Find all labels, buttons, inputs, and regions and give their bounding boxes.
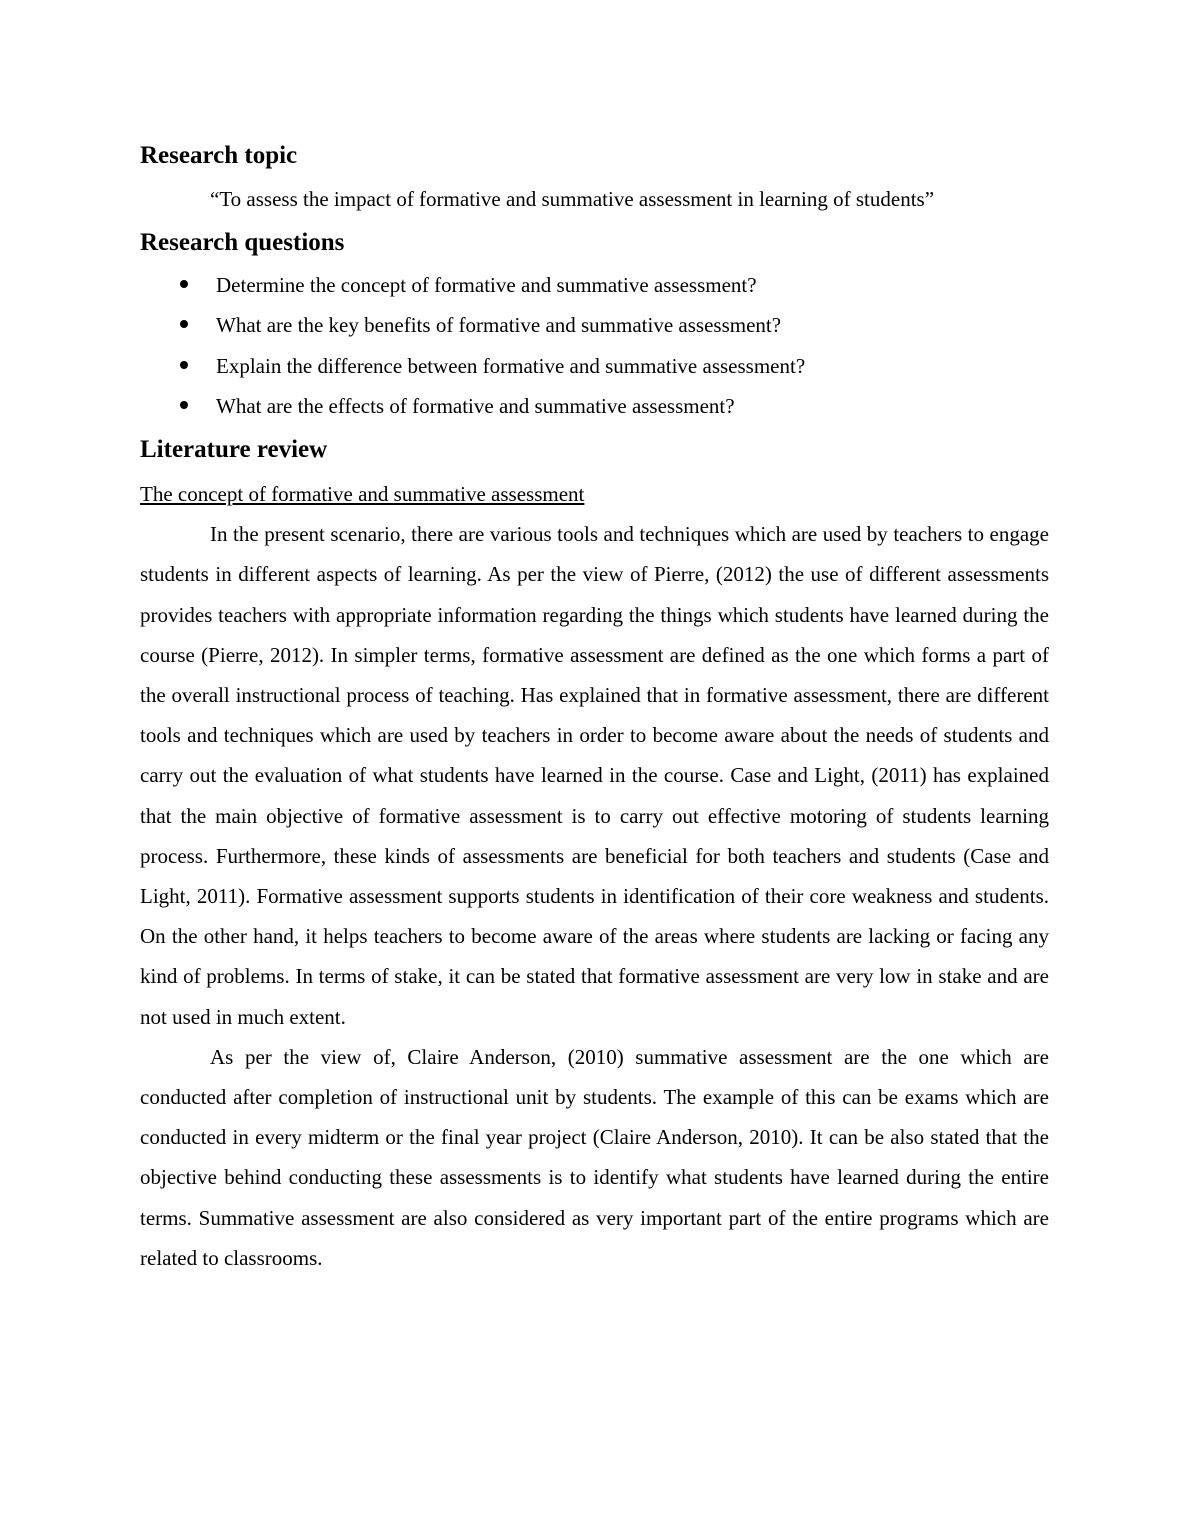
research-questions-heading: Research questions	[140, 229, 345, 256]
research-topic-heading: Research topic	[140, 142, 298, 169]
literature-subheading: The concept of formative and summative assessment	[140, 482, 585, 507]
question-text: What are the effects of formative and summative assessment?	[216, 393, 735, 418]
list-item	[140, 265, 1049, 305]
bullet-icon	[180, 361, 188, 369]
list-item	[140, 305, 1049, 345]
question-text: Explain the difference between formative and summative assessment?	[216, 353, 806, 378]
literature-review-heading: Literature review	[140, 436, 328, 464]
body-paragraph: In the present scenario, there are various tools and techniques which are used by teachers to engage students in different aspects of learning. As per the view of Pierre, (2012) the use of different assessments provides teachers with appropriate information regarding the things which students have learned during the course (Pierre, 2012). In simpler terms, formative assessment are defined as the one which forms a part of the overall instructional process of teaching. Has explained that in formative assessment, there are different tools and techniques which are used by teachers in order to become aware about the needs of students and carry out the evaluation of what students have learned in the course. Case and Light, (2011) has explained that the main objective of formative assessment is to carry out effective motoring of students learning process. Furthermore, these kinds of assessments are beneficial for both teachers and students (Case and Light, 2011). Formative assessment supports students in identification of their core weakness and students. On the other hand, it helps teachers to become aware of the areas where students are lacking or facing any kind of problems. In terms of stake, it can be stated that formative assessment are very low in stake and are not used in much extent.	[140, 522, 1049, 1029]
bullet-icon	[180, 320, 188, 328]
document-page	[140, 138, 1049, 1278]
question-text: Determine the concept of formative and summative assessment?	[216, 273, 757, 297]
research-questions-list	[140, 265, 1049, 426]
body-paragraph: As per the view of, Claire Anderson, (2010) summative assessment are the one which are conducted after completion of instructional unit by students. The example of this can be exams which are conducted in every midterm or the final year project (Claire Anderson, 2010). It can be also stated that the objective behind conducting these assessments is to identify what students have learned during the entire terms. Summative assessment are also considered as very important part of the entire programs which are related to classrooms.	[140, 1044, 1049, 1270]
list-item	[140, 346, 1049, 386]
research-topic-text: “To assess the impact of formative and summative assessment in learning of students”	[210, 187, 935, 211]
list-item	[140, 386, 1049, 426]
bullet-icon	[180, 280, 188, 288]
bullet-icon	[180, 401, 188, 409]
question-text: What are the key benefits of formative and summative assessment?	[216, 313, 782, 338]
